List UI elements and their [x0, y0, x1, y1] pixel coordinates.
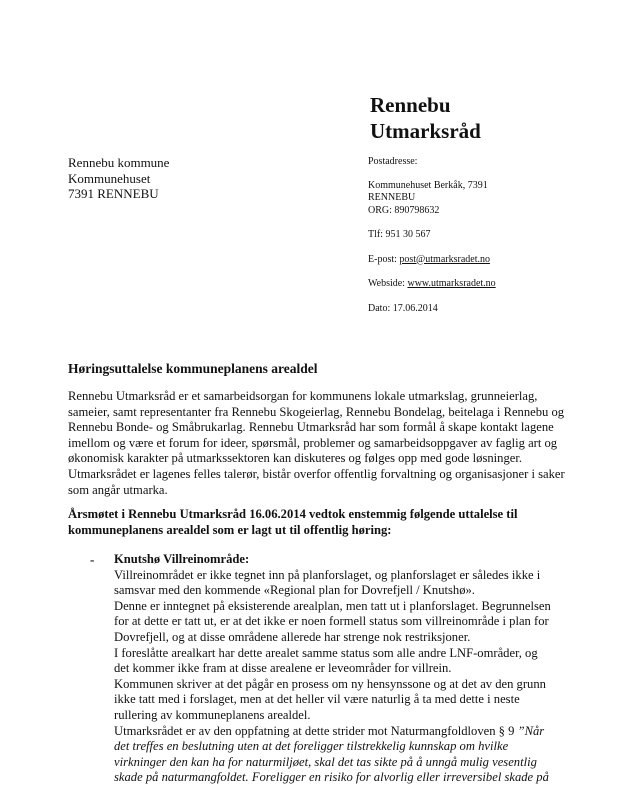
email-row: [368, 254, 496, 267]
quote-line: [114, 739, 570, 755]
quote-text: skade på naturmangfoldet. Foreligger en risiko for alvorlig eller irreversibel skade på: [114, 770, 549, 785]
section-line: det kommer ikke fram at disse arealene er leveområder for villrein.: [114, 661, 452, 676]
org-title-line2: Utmarksråd: [370, 119, 481, 143]
law-reference: Utmarksrådet er av den oppfatning at dette strider mot Naturmangfoldloven § 9: [114, 723, 518, 738]
quote-start: ”Når: [517, 723, 545, 738]
postadresse-label: Postadresse:: [368, 156, 418, 167]
address-line2: RENNEBU: [368, 192, 416, 203]
recipient-line: Rennebu kommune: [68, 155, 170, 170]
organization-title: [370, 92, 481, 144]
org-title-line1: Rennebu: [370, 93, 451, 117]
recipient-address: [68, 155, 169, 202]
section-title: Knutshø Villreinområde:: [114, 552, 250, 566]
recipient-line: Kommunehuset: [68, 170, 151, 186]
section-line: Kommunen skriver at det pågår en prosess om ny hensynssone og at det av den grunn: [114, 676, 546, 691]
section-line: rullering av kommuneplanens arealdel.: [114, 707, 311, 722]
quote-text: det treffes en beslutning uten at det foreligger tilstrekkelig kunnskap om hvilke: [114, 739, 509, 754]
org-number: ORG: 890798632: [368, 204, 440, 216]
email-link[interactable]: post@utmarksradet.no: [399, 253, 490, 265]
section-line: Villreinområdet er ikke tegnet inn på planforslaget, og planforslaget er således ikke i: [114, 567, 541, 582]
bullet-dash: -: [90, 552, 95, 567]
quote-line: [114, 755, 570, 771]
website-link[interactable]: www.utmarksradet.no: [407, 278, 496, 289]
address-line1: Kommunehuset Berkåk, 7391: [368, 179, 488, 191]
section-line: [114, 724, 570, 740]
date: Dato: 17.06.2014: [368, 302, 438, 314]
section-line: for at dette er tatt ut, er at det ikke er noen formell status som villreinområde i plan for: [114, 614, 549, 629]
section-line: samsvar med den kommende «Regional plan for Dovrefjell / Knutshø».: [114, 583, 475, 598]
resolution-paragraph: Årsmøtet i Rennebu Utmarksråd 16.06.2014 vedtok enstemmig følgende uttalelse til kommuneplanens arealdel som er lagt ut til offentlig høring:: [68, 507, 518, 537]
phone: Tlf: 951 30 567: [368, 229, 431, 240]
website-label: Webside:: [368, 278, 408, 289]
section-line: ikke tatt med i forslaget, men at det heller vil være naturlig å ta med dette i neste: [114, 692, 520, 707]
email-label: E-post:: [368, 253, 400, 265]
section-line: Dovrefjell, og at disse områdene allerede har strenge nok restriksjoner.: [114, 629, 471, 644]
section-line: Denne er inntegnet på eksisterende arealplan, men tatt ut i planforslaget. Begrunnelsen: [114, 598, 551, 613]
contact-info: [368, 156, 496, 315]
website-row: [368, 278, 496, 291]
document-heading: Høringsuttalelse kommuneplanens arealdel: [68, 361, 318, 376]
quote-text: virkninger den kan ha for naturmiljøet, skal det tas sikte på å unngå mulig vesentlig: [114, 754, 537, 769]
quote-line: [114, 770, 570, 786]
intro-paragraph: Rennebu Utmarksråd er et samarbeidsorgan for kommunens lokale utmarkslag, grunneierlag, sameier, samt representanter fra Rennebu Skogeierlag, Rennebu Bondelag, beitelaga i Rennebu og Rennebu Bonde- og Småbrukarlag. Rennebu Utmarksråd har som formål å skape kontakt lagene imellom og være et forum for ideer, spørsmål, problemer og samarbeidsoppgaver av faglig art og økonomisk karakter på utmarkssektoren kan diskuteres og følges opp med gode løsninger. Utmarksrådet er lagenes felles talerør, bistår overfor offentlig forvaltning og organisasjoner i saker som angår utmarka.: [68, 389, 565, 497]
recipient-line: 7391 RENNEBU: [68, 186, 159, 201]
section-line: I foreslåtte arealkart har dette arealet samme status som alle andre LNF-områder, og: [114, 645, 538, 660]
knutsho-section: [114, 552, 570, 786]
